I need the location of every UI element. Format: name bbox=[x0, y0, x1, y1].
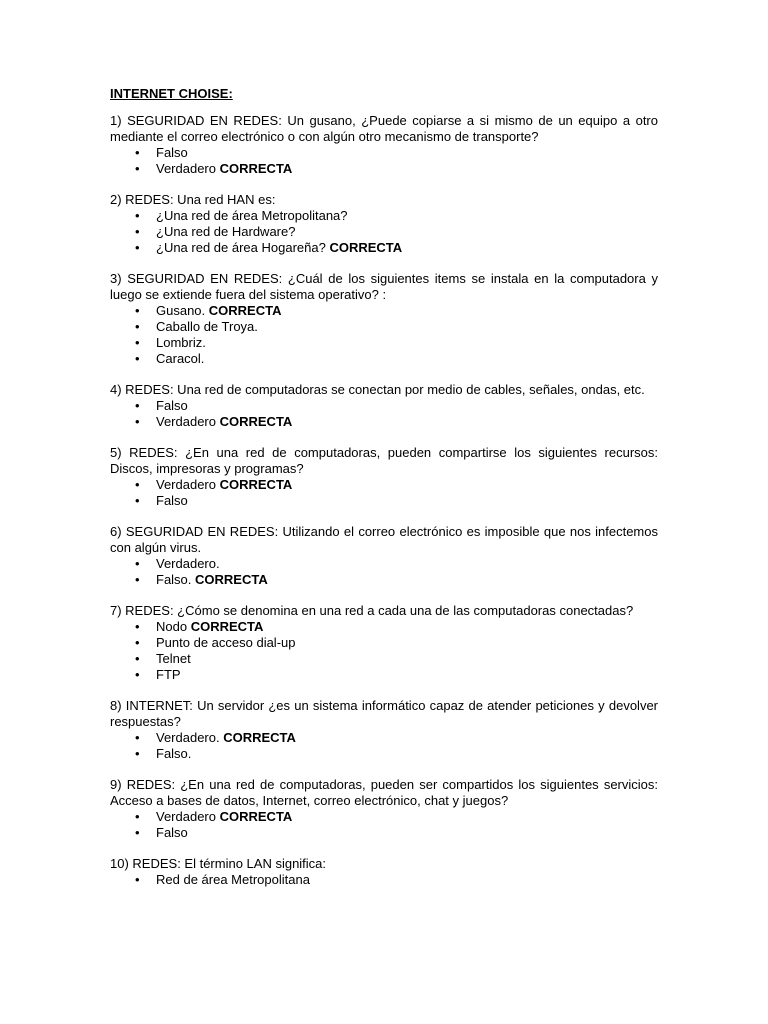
option-item bbox=[110, 872, 658, 888]
bullet-icon: • bbox=[135, 351, 140, 366]
option-item bbox=[110, 730, 658, 746]
bullet-icon: • bbox=[135, 730, 140, 745]
option-list bbox=[110, 730, 658, 762]
option-text: Falso. bbox=[156, 746, 192, 761]
option-list bbox=[110, 145, 658, 177]
bullet-icon: • bbox=[135, 809, 140, 824]
bullet-icon: • bbox=[135, 303, 140, 318]
option-text: Falso. bbox=[156, 572, 196, 587]
option-text: FTP bbox=[156, 667, 181, 682]
option-text: ¿Una red de Hardware? bbox=[156, 224, 296, 239]
option-item bbox=[110, 635, 658, 651]
option-list bbox=[110, 477, 658, 509]
option-item bbox=[110, 208, 658, 224]
option-item bbox=[110, 161, 658, 177]
bullet-icon: • bbox=[135, 224, 140, 239]
question-9 bbox=[110, 777, 658, 841]
question-text: 10) REDES: El término LAN significa: bbox=[110, 856, 327, 871]
question-4 bbox=[110, 382, 658, 430]
question-3 bbox=[110, 271, 658, 367]
bullet-icon: • bbox=[135, 556, 140, 571]
question-6 bbox=[110, 524, 658, 588]
question-text: 9) REDES: ¿En una red de computadoras, pueden ser compartidos los siguientes servicios: Acceso a bases de datos, Internet, correo electrónico, chat y juegos? bbox=[110, 777, 658, 808]
option-text: Punto de acceso dial-up bbox=[156, 635, 296, 650]
option-item bbox=[110, 477, 658, 493]
option-item bbox=[110, 809, 658, 825]
bullet-icon: • bbox=[135, 414, 140, 429]
option-text: Caballo de Troya. bbox=[156, 319, 258, 334]
option-list bbox=[110, 619, 658, 683]
option-list bbox=[110, 303, 658, 367]
option-item bbox=[110, 572, 658, 588]
option-text: Verdadero bbox=[156, 477, 220, 492]
option-text: Verdadero bbox=[156, 414, 220, 429]
option-item bbox=[110, 556, 658, 572]
question-text: 7) REDES: ¿Cómo se denomina en una red a cada una de las computadoras conectadas? bbox=[110, 603, 634, 618]
correct-answer-mark: CORRECTA bbox=[190, 619, 264, 634]
option-item bbox=[110, 651, 658, 667]
option-text: Red de área Metropolitana bbox=[156, 872, 310, 887]
bullet-icon: • bbox=[135, 477, 140, 492]
option-text: Nodo bbox=[156, 619, 191, 634]
option-text: Falso bbox=[156, 493, 188, 508]
bullet-icon: • bbox=[135, 208, 140, 223]
option-text: Caracol. bbox=[156, 351, 205, 366]
bullet-icon: • bbox=[135, 161, 140, 176]
question-8 bbox=[110, 698, 658, 762]
bullet-icon: • bbox=[135, 319, 140, 334]
option-text: Lombriz. bbox=[156, 335, 206, 350]
option-item bbox=[110, 145, 658, 161]
option-list bbox=[110, 208, 658, 256]
bullet-icon: • bbox=[135, 872, 140, 887]
question-text: 8) INTERNET: Un servidor ¿es un sistema informático capaz de atender peticiones y devolver respuestas? bbox=[110, 698, 658, 729]
question-1 bbox=[110, 113, 658, 177]
bullet-icon: • bbox=[135, 651, 140, 666]
question-list bbox=[110, 113, 658, 888]
bullet-icon: • bbox=[135, 825, 140, 840]
option-item bbox=[110, 398, 658, 414]
option-item bbox=[110, 667, 658, 683]
correct-answer-mark: CORRECTA bbox=[219, 809, 293, 824]
correct-answer-mark: CORRECTA bbox=[219, 477, 293, 492]
question-text: 5) REDES: ¿En una red de computadoras, pueden compartirse los siguientes recursos: Discos, impresoras y programas? bbox=[110, 445, 658, 476]
option-text: Verdadero bbox=[156, 161, 220, 176]
option-text: Gusano. bbox=[156, 303, 209, 318]
option-item bbox=[110, 825, 658, 841]
option-item bbox=[110, 224, 658, 240]
bullet-icon: • bbox=[135, 667, 140, 682]
question-7 bbox=[110, 603, 658, 683]
option-item bbox=[110, 619, 658, 635]
option-list bbox=[110, 398, 658, 430]
option-text: Falso bbox=[156, 825, 188, 840]
question-text: 4) REDES: Una red de computadoras se conectan por medio de cables, señales, ondas, etc. bbox=[110, 382, 645, 397]
option-text: Verdadero. bbox=[156, 556, 220, 571]
option-list bbox=[110, 872, 658, 888]
correct-answer-mark: CORRECTA bbox=[195, 572, 268, 587]
option-text: Falso bbox=[156, 145, 188, 160]
option-text: Verdadero bbox=[156, 809, 220, 824]
document-body bbox=[110, 86, 658, 903]
option-item bbox=[110, 414, 658, 430]
option-list bbox=[110, 809, 658, 841]
option-text: ¿Una red de área Metropolitana? bbox=[156, 208, 348, 223]
bullet-icon: • bbox=[135, 493, 140, 508]
option-text: Falso bbox=[156, 398, 188, 413]
question-text: 2) REDES: Una red HAN es: bbox=[110, 192, 276, 207]
bullet-icon: • bbox=[135, 398, 140, 413]
option-item bbox=[110, 319, 658, 335]
question-text: 1) SEGURIDAD EN REDES: Un gusano, ¿Puede copiarse a si mismo de un equipo a otro mediante el correo electrónico o con algún otro mecanismo de transporte? bbox=[110, 113, 658, 144]
option-item bbox=[110, 335, 658, 351]
option-item bbox=[110, 493, 658, 509]
option-list bbox=[110, 556, 658, 588]
option-text: Verdadero. bbox=[156, 730, 224, 745]
bullet-icon: • bbox=[135, 240, 140, 255]
bullet-icon: • bbox=[135, 145, 140, 160]
question-2 bbox=[110, 192, 658, 256]
correct-answer-mark: CORRECTA bbox=[219, 414, 293, 429]
option-text: ¿Una red de área Hogareña? bbox=[156, 240, 330, 255]
option-item bbox=[110, 240, 658, 256]
option-item bbox=[110, 303, 658, 319]
bullet-icon: • bbox=[135, 635, 140, 650]
option-text: Telnet bbox=[156, 651, 191, 666]
bullet-icon: • bbox=[135, 572, 140, 587]
bullet-icon: • bbox=[135, 335, 140, 350]
question-5 bbox=[110, 445, 658, 509]
correct-answer-mark: CORRECTA bbox=[329, 240, 403, 255]
bullet-icon: • bbox=[135, 746, 140, 761]
option-item bbox=[110, 351, 658, 367]
correct-answer-mark: CORRECTA bbox=[208, 303, 282, 318]
question-text: 6) SEGURIDAD EN REDES: Utilizando el correo electrónico es imposible que nos infectemos con algún virus. bbox=[110, 524, 658, 555]
option-item bbox=[110, 746, 658, 762]
question-10 bbox=[110, 856, 658, 888]
question-text: 3) SEGURIDAD EN REDES: ¿Cuál de los siguientes items se instala en la computadora y luego se extiende fuera del sistema operativo? : bbox=[110, 271, 658, 302]
correct-answer-mark: CORRECTA bbox=[223, 730, 296, 745]
correct-answer-mark: CORRECTA bbox=[219, 161, 293, 176]
document-title: INTERNET CHOISE: bbox=[110, 86, 233, 101]
bullet-icon: • bbox=[135, 619, 140, 634]
